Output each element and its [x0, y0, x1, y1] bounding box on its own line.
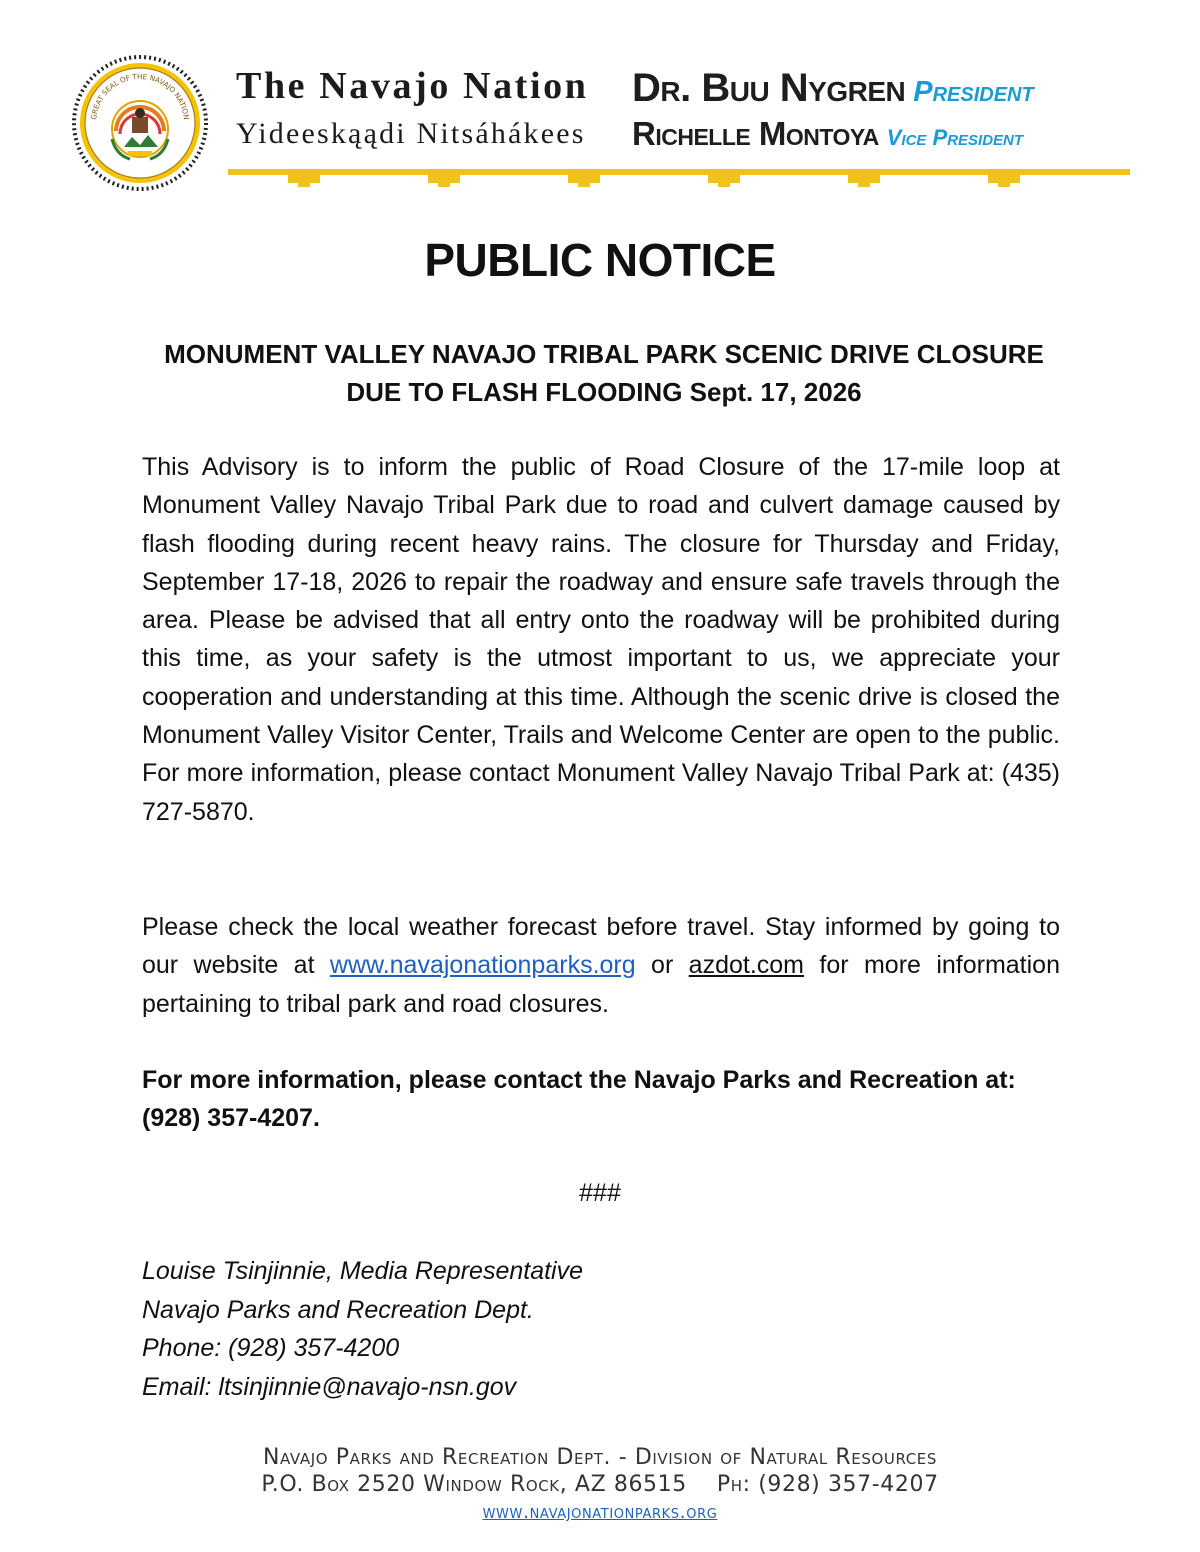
azdot-link[interactable]: azdot.com	[688, 951, 805, 980]
headline-line-2: DUE TO FLASH FLOODING Sept. 17, 2026	[346, 377, 862, 407]
vice-president-line	[632, 115, 1023, 153]
contact-name: Louise Tsinjinnie, Media Representative	[142, 1257, 584, 1285]
weather-paragraph	[142, 908, 1060, 1023]
footer-department: Navajo Parks and Recreation Dept. - Division of Natural Resources	[262, 1445, 938, 1470]
weather-text-end: for more information pertaining to tribal park and road closures.	[142, 951, 1060, 1018]
contact-department: Navajo Parks and Recreation Dept.	[142, 1295, 534, 1324]
website-link[interactable]: www.navajonationparks.org	[329, 951, 636, 980]
end-marker: ###	[579, 1179, 621, 1207]
footer-address-line	[0, 1471, 1200, 1498]
contact-paragraph: For more information, please contact the Navajo Parks and Recreation at: (928) 357-4207.	[142, 1066, 1016, 1133]
notice-headline	[100, 335, 1108, 411]
svg-text:GREAT SEAL OF THE NAVAJO NATIO: GREAT SEAL OF THE NAVAJO NATION	[89, 71, 191, 121]
contact-email: Email: ltsinjinnie@navajo-nsn.gov	[142, 1372, 517, 1401]
media-contact-block	[142, 1252, 583, 1406]
footer-address: P.O. Box 2520 Window Rock, AZ 86515	[261, 1472, 687, 1497]
footer-website-link[interactable]: www.navajonationparks.org	[482, 1501, 718, 1523]
weather-text-or: or	[635, 951, 689, 980]
nation-native-name: Yideeskąądi Nitsáhákees	[236, 117, 586, 150]
gold-decorative-band	[228, 163, 1130, 187]
contact-phone: Phone: (928) 357-4200	[142, 1334, 400, 1362]
nation-name: The Navajo Nation	[236, 65, 589, 107]
president-name: Dr. Buu Nygren	[632, 66, 906, 110]
president-title: President	[913, 76, 1034, 108]
navajo-nation-seal-logo	[72, 55, 208, 191]
weather-text-start: Please check the local weather forecast before travel. Stay informed by going to our website at	[142, 913, 1060, 980]
vice-president-title: Vice President	[886, 125, 1024, 150]
page-title: PUBLIC NOTICE	[424, 234, 776, 286]
footer-phone: Ph: (928) 357-4207	[716, 1472, 939, 1497]
headline-line-1: MONUMENT VALLEY NAVAJO TRIBAL PARK SCENIC DRIVE CLOSURE	[164, 339, 1044, 369]
president-line	[632, 66, 1034, 111]
footer	[0, 1444, 1200, 1526]
advisory-paragraph: This Advisory is to inform the public of Road Closure of the 17-mile loop at Monument Valley Navajo Tribal Park due to road and culvert damage caused by flash flooding during recent heavy rains. The closure for Thursday and Friday, September 17-18, 2026 to repair the roadway and ensure safe travels through the area. Please be advised that all entry onto the roadway will be prohibited during this time, as your safety is the utmost important to us, we appreciate your cooperation and understanding at this time. Although the scenic drive is closed the Monument Valley Visitor Center, Trails and Welcome Center are open to the public. For more information, please contact Monument Valley Navajo Tribal Park at: (435) 727-5870.	[142, 453, 1060, 826]
vice-president-name: Richelle Montoya	[632, 115, 879, 152]
